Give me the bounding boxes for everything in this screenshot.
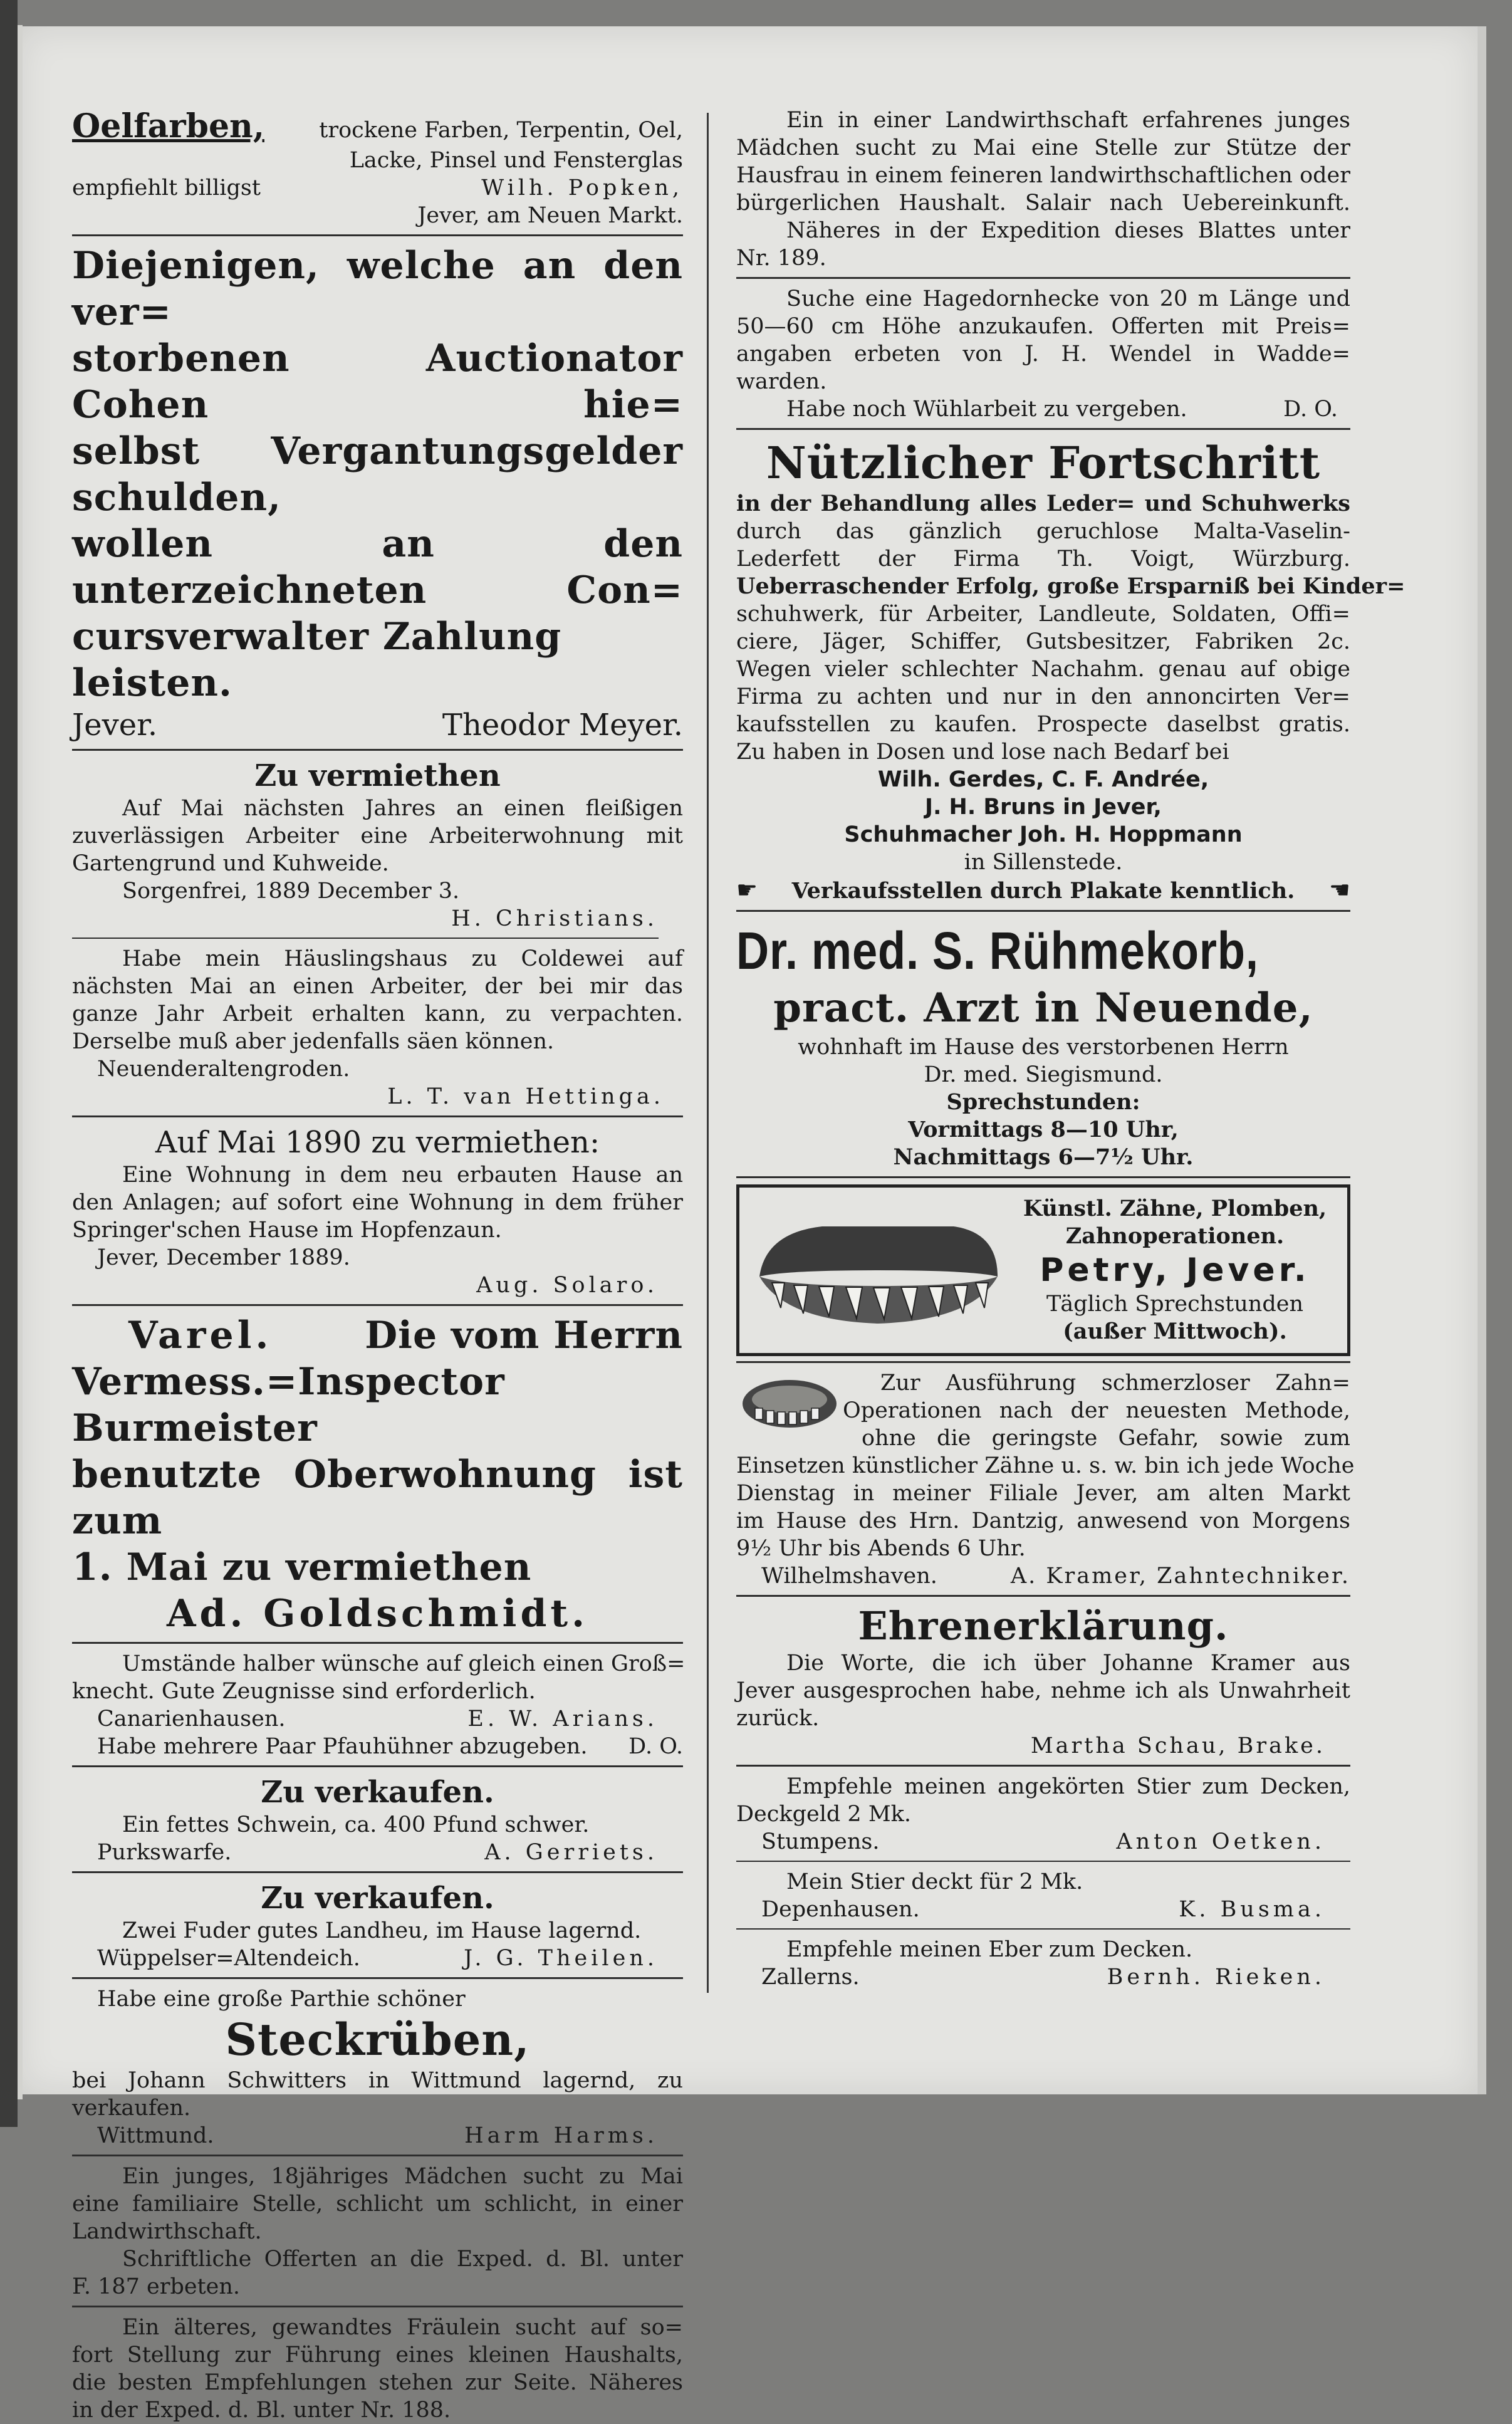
ad-title: Nützlicher Fortschritt	[766, 437, 1321, 489]
separator	[72, 1977, 683, 1979]
separator	[736, 1861, 1350, 1862]
ad-title: Zu verkaufen.	[261, 1775, 494, 1810]
ad-ehrenerklaerung: Ehrenerklärung. Die Worte, die ich über Johanne Kramer aus Jever ausgesprochen habe, nehme ich als Unwahrheit zurück. Martha Schau, Brake.	[736, 1603, 1350, 1758]
ad-maedchen-189: Ein in einer Landwirthschaft erfahrenes junges Mädchen sucht zu Mai eine Stelle zur Stütze der Hausfrau in einem feineren landwirthschaftlichen oder bürgerlichen Haushalt. Salair nach Uebereinkunft. Näheres in der Expedition dieses Blattes unter Nr. 189.	[736, 108, 1350, 271]
ad-title: Steckrüben,	[225, 2014, 530, 2066]
page-edge	[1478, 26, 1486, 2094]
separator	[72, 938, 659, 939]
ad-title: Ehrenerklärung.	[858, 1603, 1229, 1649]
separator	[72, 2306, 683, 2307]
denture-small-icon	[736, 1369, 843, 1438]
ad-pfauhuehner: Habe mehrere Paar Pfauhühner abzugeben. D. O.	[97, 1734, 683, 1759]
separator	[736, 910, 1350, 912]
separator	[72, 234, 683, 236]
pointing-hand-right-icon: ☛	[736, 876, 758, 904]
separator	[72, 1871, 683, 1873]
separator	[736, 277, 1350, 279]
book-spine	[0, 0, 18, 2127]
separator	[72, 1115, 683, 1117]
separator	[72, 2155, 683, 2156]
ad-schwein: Zu verkaufen. Ein fettes Schwein, ca. 400 Pfund schwer. Purkswarfe. A. Gerriets.	[72, 1774, 683, 1866]
ad-vermiethen-christians: Zu vermiethen Auf Mai nächsten Jahres an einen fleißigen zuverlässigen Arbeiter eine Arbeiterwohnung mit Gartengrund und Kuhweide. Sorgenfrei, 1889 December 3. H. Christians.	[72, 758, 683, 931]
ad-haeuslingshaus: Habe mein Häuslingshaus zu Coldewei auf nächsten Mai an einen Arbeiter, der bei mir das ganze Jahr Arbeit erhalten kann, zu verpachten. Derselbe muß aber jedenfalls säen können. Neuenderaltengroden. L. T. van Hettinga.	[72, 946, 683, 1109]
ad-maedchen-187: Ein junges, 18jähriges Mädchen sucht zu Mai eine familiaire Stelle, schlicht um schlicht, in einer Landwirthschaft. Schriftliche Offerten an die Exped. d. Bl. unter F. 187 erbeten.	[72, 2164, 683, 2299]
separator	[72, 749, 683, 751]
separator	[736, 428, 1350, 430]
separator	[736, 1361, 1350, 1363]
ad-title: Oelfarben,	[72, 107, 264, 145]
pointing-hand-left-icon: ☚	[1328, 876, 1350, 904]
separator	[72, 1304, 683, 1306]
separator	[736, 1765, 1350, 1767]
ad-oelfarben: Oelfarben, trockene Farben, Terpentin, Oel, Lacke, Pinsel und Fensterglas empfiehlt billigst Wilh. Popken, Jever, am Neuen Markt.	[72, 107, 683, 228]
page-gutter	[18, 25, 23, 2099]
ad-auctionator: Diejenigen, welche an den ver= storbenen Auctionator Cohen hie= selbst Vergantungsgelder schulden, wollen an den unterzeichneten Con= cursverwalter Zahlung leisten. Jever. Theodor Meyer.	[72, 244, 683, 743]
ad-kramer: Zur Ausführung schmerzloser Zahn= Operationen nach der neuesten Methode, ohne die geringste Gefahr, sowie zum Einsetzen künstlicher Zähne u. s. w. bin ich jede Woche Dienstag in meiner Filiale Jever, am alten Markt im Hause des Hrn. Dantzig, anwesend von Morgens 9½ Uhr bis Abends 6 Uhr. Wilhelmshaven. A. Kramer, Zahntechniker.	[736, 1371, 1355, 1589]
ad-mai-1890: Auf Mai 1890 zu vermiethen: Eine Wohnung in dem neu erbauten Hause an den Anlagen; auf sofort eine Wohnung in dem früher Springer'schen Hause im Hopfenzaun. Jever, December 1889. Aug. Solaro.	[72, 1125, 683, 1298]
separator	[72, 1642, 683, 1644]
ad-title: Zu vermiethen	[254, 758, 501, 793]
separator	[736, 1176, 1350, 1178]
ad-stier-busma: Mein Stier deckt für 2 Mk. Depenhausen. K. Busma.	[761, 1869, 1325, 1922]
left-column	[72, 107, 686, 2424]
ad-varel: Varel. Die vom Herrn Vermess.=Inspector Burmeister benutzte Oberwohnung ist zum 1. Mai zu vermiethen Ad. Goldschmidt.	[72, 1314, 683, 1636]
ad-fraeulein-188: Ein älteres, gewandtes Fräulein sucht auf so= fort Stellung zur Führung eines kleinen Haushalts, die besten Empfehlungen stehen zur Seite. Näheres in der Exped. d. Bl. unter Nr. 188.	[72, 2315, 683, 2423]
ad-steckrueben: Habe eine große Parthie schöner Steckrüben, bei Johann Schwitters in Wittmund lagernd, zu verkaufen. Wittmund. Harm Harms.	[72, 1987, 683, 2148]
ad-wuehlarbeit: Habe noch Wühlarbeit zu vergeben. D. O.	[786, 397, 1338, 422]
separator	[72, 1765, 683, 1767]
separator	[736, 1595, 1350, 1597]
right-column	[736, 107, 1405, 1991]
ad-fortschritt: Nützlicher Fortschritt in der Behandlung alles Leder= und Schuhwerks durch das gänzlich geruchlose Malta-Vaselin- Lederfett der Firma Th. Voigt, Würzburg. Ueberraschender Erfolg, große Ersparniß bei Kinder= schuhwerk, für Arbeiter, Landleute, Soldaten, Offi= ciere, Jäger, Schiffer, Gutsbesitzer, Fabriken 2c. Wegen vieler schlechter Nachahm. genau auf obige Firma zu achten und nur in den annoncirten Ver= kaufsstellen zu kaufen. Prospecte daselbst gratis. Zu haben in Dosen und lose nach Bedarf bei Wilh. Gerdes, C. F. Andrée, J. H. Bruns in Jever, Schuhmacher Joh. H. Hoppmann in Sillenstede. ☛ Verkaufsstellen durch Plakate kenntlich. ☚	[736, 437, 1405, 904]
ad-landheu: Zu verkaufen. Zwei Fuder gutes Landheu, im Hause lagernd. Wüppelser=Altendeich. J. G. Theilen.	[72, 1879, 683, 1972]
ad-hagedornhecke: Suche eine Hagedornhecke von 20 m Länge und 50—60 cm Höhe anzukaufen. Offerten mit Preis= angaben erbeten von J. H. Wendel in Wadde= warden.	[736, 286, 1350, 394]
ad-ruehmekorb: Dr. med. S. Rühmekorb, pract. Arzt in Neuende, wohnhaft im Hause des verstorbenen Herrn Dr. med. Siegismund. Sprechstunden: Vormittags 8—10 Uhr, Nachmittags 6—7½ Uhr.	[736, 918, 1350, 1171]
separator	[736, 1928, 1350, 1930]
column-divider	[707, 113, 709, 1993]
denture-icon	[747, 1208, 1010, 1333]
ad-petry: Künstl. Zähne, Plomben, Zahnoperationen. Petry, Jever. Täglich Sprechstunden (außer Mittwoch).	[736, 1184, 1350, 1356]
ad-title: Dr. med. S. Rühmekorb,	[736, 921, 1259, 980]
ad-title: Zu verkaufen.	[261, 1881, 494, 1916]
ad-grossknecht: Umstände halber wünsche auf gleich einen Groß= knecht. Gute Zeugnisse sind erforderlich. Canarienhausen. E. W. Arians.	[72, 1651, 686, 1732]
ad-title: Auf Mai 1890 zu vermiethen:	[155, 1125, 600, 1160]
ad-eber-rieken: Empfehle meinen Eber zum Decken. Zallerns. Bernh. Rieken.	[761, 1937, 1325, 1990]
ad-stier-oetken: Empfehle meinen angekörten Stier zum Decken, Deckgeld 2 Mk. Stumpens. Anton Oetken.	[736, 1774, 1350, 1854]
